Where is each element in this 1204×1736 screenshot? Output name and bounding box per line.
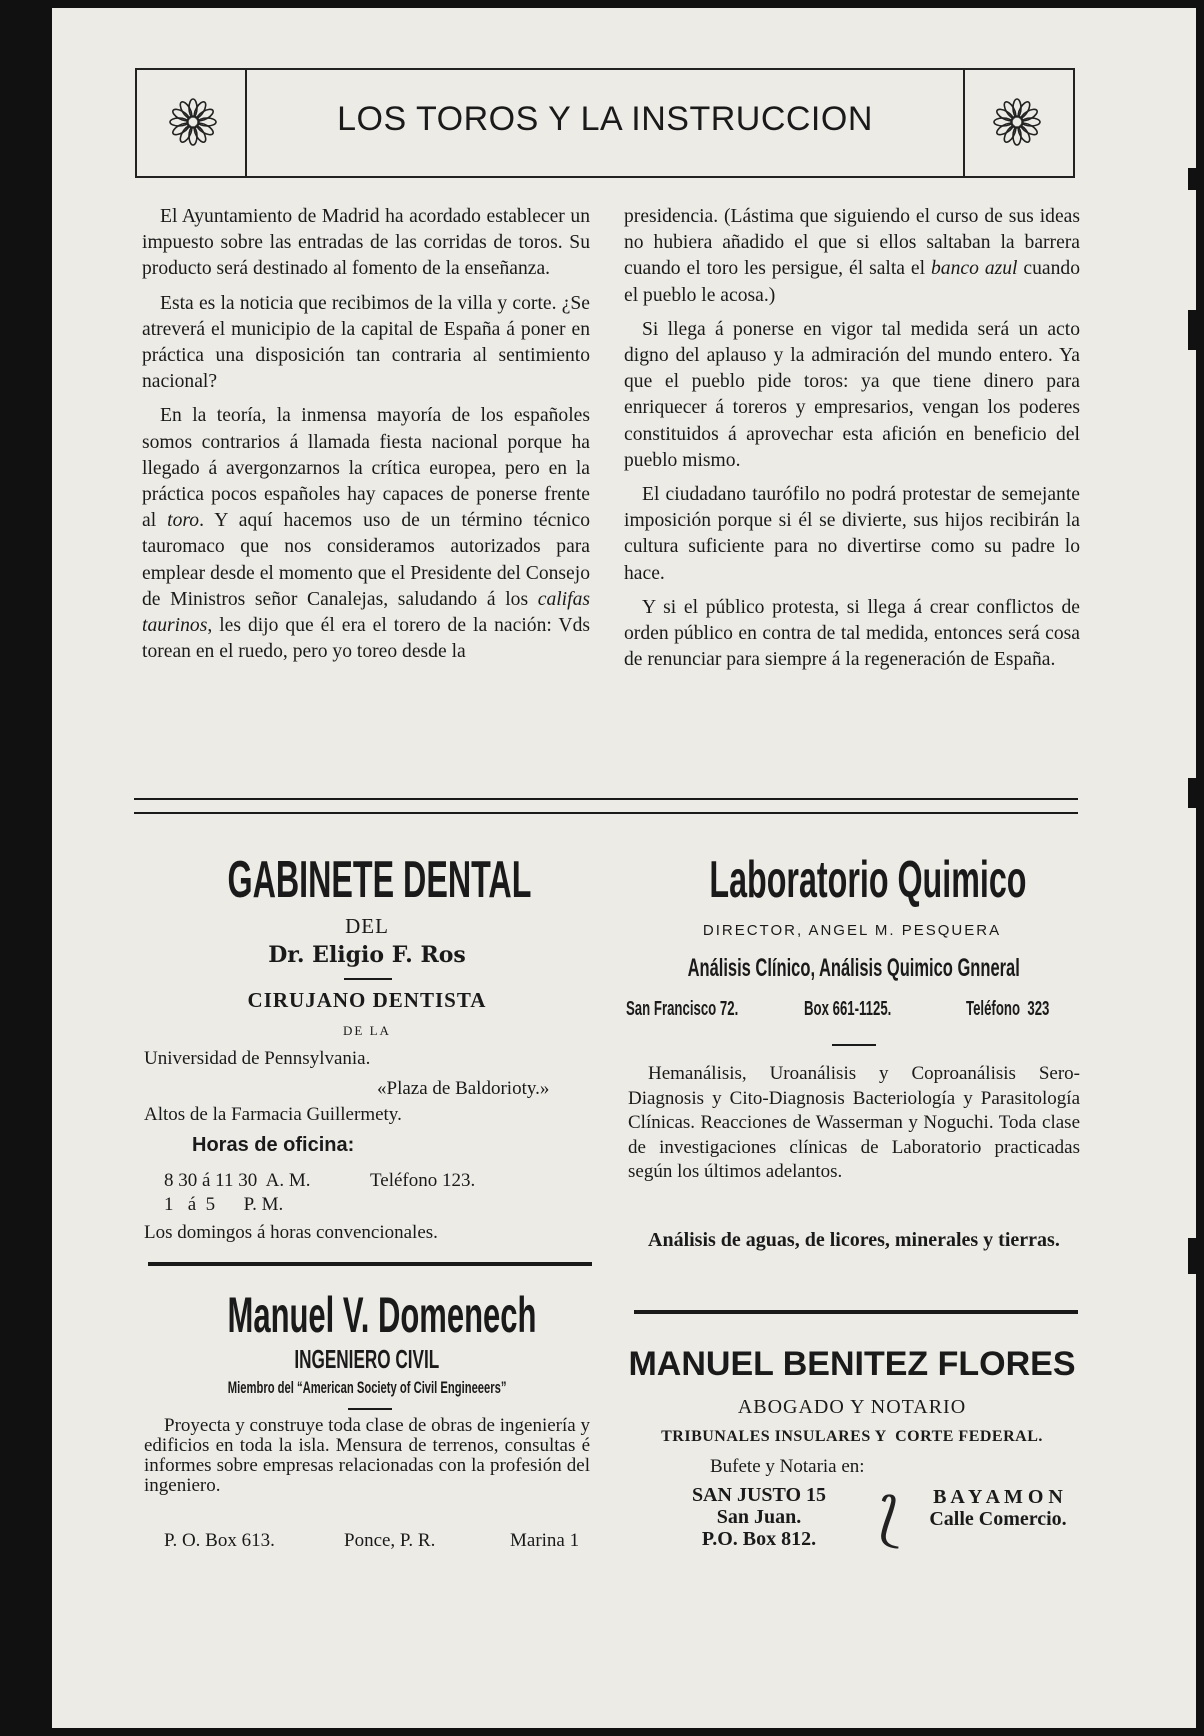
lab-body: Hemanálisis, Uroanálisis y Coproanálisis Sero-Diagnosis y Cito-Diagnosis Bacteriología y Parasitología Clínicas. Reacciones de Wasserman y Noguchi. Toda clase de investigaciones clínicas de Laboratorio practicadas según los últimos adelantos.: [628, 1063, 1080, 1182]
dental-de-la: DE LA: [343, 1023, 391, 1038]
edge-mark: [1188, 310, 1196, 350]
domenech-city: Ponce, P. R.: [344, 1530, 436, 1551]
benitez-addr3: P.O. Box 812.: [701, 1528, 817, 1550]
dental-hours-afternoon: 1 á 5 P. M.: [164, 1194, 284, 1215]
dental-doctor: Dr. Eligio F. Ros: [268, 942, 466, 968]
dental-sundays: Los domingos á horas convencionales.: [144, 1222, 438, 1243]
benitez-ad-title: MANUEL BENITEZ FLORES: [628, 1345, 1076, 1383]
rosette-ornament-icon: [167, 96, 219, 148]
dental-phone: Teléfono 123.: [370, 1170, 476, 1191]
article-paragraph: presidencia. (Lástima que siguiendo el curso de sus ideas no hubiera añadido el que si ellos saltaban la barrera cuando el toro les persigue, él salta el banco azul cuando el pueblo le acosa.): [624, 206, 1080, 306]
benitez-addr1: SAN JUSTO 15: [691, 1484, 827, 1506]
article-right-column: [624, 204, 1080, 681]
article-paragraph: Si llega á ponerse en vigor tal medida será un acto digno del aplauso y la admiración del mundo entero. Ya que el pueblo pide toros: ya que tiene dinero para enriquecer á toreros y empresarios, vengan los poderes constituidos á aprovechar esta afición en beneficio del pueblo mismo.: [624, 318, 1080, 471]
rosette-ornament-icon: [991, 96, 1043, 148]
lab-director: DIRECTOR, ANGEL M. PESQUERA: [702, 922, 1002, 939]
dental-altos: Altos de la Farmacia Guillermety.: [144, 1104, 402, 1125]
short-divider: [344, 978, 392, 980]
edge-mark: [1188, 1238, 1196, 1274]
article-paragraph: Y si el público protesta, si llega á crear conflictos de orden público en contra de tal medida, entonces será cosa de renunciar para siempre á la regeneración de España.: [624, 596, 1080, 671]
edge-mark: [1188, 778, 1196, 808]
lab-phone: Teléfono 323: [966, 998, 1050, 1020]
lab-address: San Francisco 72.: [626, 998, 739, 1020]
domenech-box: P. O. Box 613.: [164, 1530, 275, 1551]
lab-subtitle: Análisis Clínico, Análisis Quimico Gnneral: [687, 954, 1020, 982]
page: [52, 8, 1196, 1728]
article-paragraph: En la teoría, la inmensa mayoría de los españoles somos contrarios á llamada fiesta nacional porque ha llegado á avergonzarnos la crítica europea, pero en la práctica pocos españoles hay capaces de ponerse frente al toro. Y aquí hacemos uso de un término técnico tauromaco que nos consideramos autorizados para emplear desde el momento que el Presidente del Consejo de Ministros señor Canalejas, saludando á los califas taurinos, les dijo que él era el torero de la nación: Vds torean en el ruedo, pero yo toreo desde la: [142, 405, 590, 663]
edge-mark: [1188, 168, 1196, 190]
dental-university: Universidad de Pennsylvania.: [144, 1048, 371, 1069]
header-box: [135, 68, 1075, 178]
ad-divider: [148, 1262, 592, 1266]
article-left-column: [142, 204, 590, 673]
benitez-addr2: San Juan.: [716, 1506, 802, 1528]
article-paragraph: El Ayuntamiento de Madrid ha acordado establecer un impuesto sobre las entradas de las corridas de toros. Su producto será destinado al fomento de la enseñanza.: [142, 206, 590, 280]
lab-ad-title: Laboratorio Quimico: [709, 851, 1027, 909]
dental-hours-morning: 8 30 á 11 30 A. M.: [164, 1170, 311, 1191]
brace-divider: ⟅: [878, 1485, 901, 1553]
ad-divider: [634, 1310, 1078, 1314]
lab-note: Análisis de aguas, de licores, minerales y tierras.: [648, 1229, 1060, 1251]
benitez-street2: Calle Comercio.: [929, 1508, 1067, 1530]
benitez-courts: TRIBUNALES INSULARES Y CORTE FEDERAL.: [661, 1428, 1043, 1445]
domenech-street: Marina 1: [510, 1530, 580, 1551]
benitez-profession: ABOGADO Y NOTARIO: [737, 1396, 967, 1418]
short-divider: [832, 1044, 876, 1046]
dental-ad-title: GABINETE DENTAL: [227, 851, 532, 909]
dental-plaza: «Plaza de Baldorioty.»: [377, 1078, 550, 1099]
article-paragraph: El ciudadano taurófilo no podrá protestar de semejante imposición porque si él se divierte, sus hijos recibirán la cultura suficiente para no divertirse como su padre lo hace.: [624, 484, 1080, 584]
article-paragraph: Esta es la noticia que recibimos de la villa y corte. ¿Se atreverá el municipio de la capital de España á poner en práctica una disposición tan contraria al sentimiento nacional?: [142, 292, 590, 393]
page-title: LOS TOROS Y LA INSTRUCCION: [337, 100, 873, 138]
dental-del: DEL: [345, 914, 389, 938]
domenech-member: Miembro del “American Society of Civil Engineeers”: [227, 1378, 507, 1397]
domenech-profession: INGENIERO CIVIL: [294, 1344, 440, 1374]
section-divider: [134, 798, 1078, 800]
benitez-city2: B A Y A M O N: [933, 1486, 1063, 1508]
domenech-body: Proyecta y construye toda clase de obras de ingeniería y edificios en toda la isla. Mensura de terrenos, consultas é informes sobre empresas relacionadas con la profesión del ingeniero.: [144, 1415, 590, 1496]
benitez-office-label: Bufete y Notaria en:: [710, 1456, 865, 1477]
domenech-ad-title: Manuel V. Domenech: [227, 1287, 537, 1343]
dental-profession: CIRUJANO DENTISTA: [247, 988, 487, 1012]
dental-hours-label: Horas de oficina:: [192, 1134, 355, 1156]
lab-box: Box 661-1125.: [804, 998, 892, 1020]
section-divider: [134, 812, 1078, 814]
short-divider: [348, 1408, 392, 1410]
